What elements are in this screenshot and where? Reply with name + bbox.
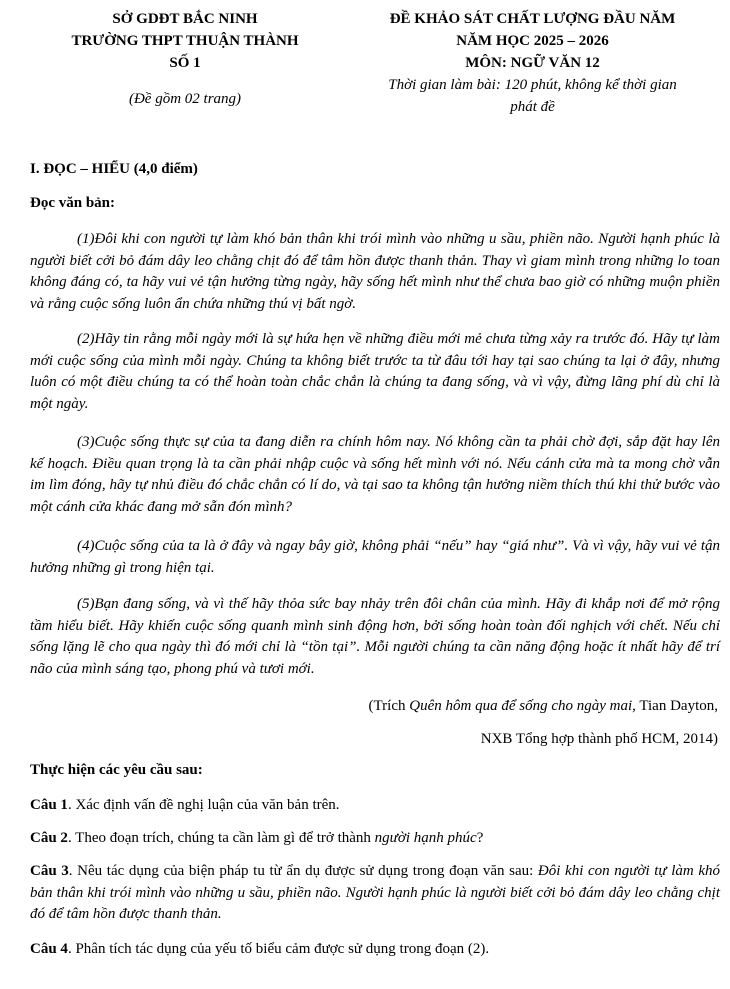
passage-paragraph-2: (2)Hãy tin rằng mỗi ngày mới là sự hứa hẹn về những điều mới mẻ chưa từng xảy ra trước đó. Hãy tự làm mới cuộc sống của mình mỗi ngày. Chúng ta không biết trước ta từ đâu tới hay tại sao chúng ta lại ở đây, nhưng luôn có một điều chúng ta có thể hoàn toàn chắc chắn là chúng ta đang sống, và vì vậy, đừng lãng phí dù chỉ là một ngày. [30,331,720,412]
question-4 [30,939,720,961]
question-text: . Theo đoạn trích, chúng ta cần làm gì để trở thành [67,830,375,846]
question-tail: ? [476,830,484,846]
school-name: TRƯỜNG THPT THUẬN THÀNH [71,33,299,49]
citation-prefix: (Trích [368,698,410,714]
passage-paragraph-4: (4)Cuộc sống của ta là ở đây và ngay bây giờ, không phải “nếu” hay “giá như”. Và vì vậy, hãy vui vẻ tận hưởng những gì trong hiện tại. [30,538,720,576]
question-3 [30,861,720,926]
school-year: NĂM HỌC 2025 – 2026 [456,33,609,49]
exam-title: ĐỀ KHẢO SÁT CHẤT LƯỢNG ĐẦU NĂM [389,11,676,27]
citation-line-2: NXB Tổng hợp thành phố HCM, 2014) [480,731,718,747]
question-text: . Nêu tác dụng của biện pháp tu từ ẩn dụ được sử dụng trong đoạn văn sau: [68,863,538,879]
citation-line-1 [369,696,718,717]
question-label: Câu 2 [30,830,68,846]
passage-paragraph-1: (1)Đôi khi con người tự làm khó bản thân khi trói mình vào những u sầu, phiền não. Người hạnh phúc là người biết cởi bỏ đám dây leo chằng chịt đó để tâm hồn được thanh thản. Thay vì giam mình trong những lo toan không đáng có, ta hãy vui vẻ tận hưởng từng ngày, hãy sống hết mình như thể chưa bao giờ có những muộn phiền và rằng cuộc sống luôn ẩn chứa những thú vị bất ngờ. [30,231,720,312]
tasks-heading: Thực hiện các yêu cầu sau: [30,762,203,778]
section-title: I. ĐỌC – HIỂU (4,0 điểm) [30,161,198,177]
citation-author: , Tian Dayton, [632,698,718,714]
citation-book-title: Quên hôm qua để sống cho ngày mai [409,698,633,714]
passage-paragraph-5: (5)Bạn đang sống, và vì thế hãy thỏa sức bay nhảy trên đôi chân của mình. Hãy đi khắp nơi để mở rộng tầm hiểu biết. Hãy khiến cuộc sống quanh mình sinh động hơn, bởi sống hoàn toàn đối nghịch với chết. Nếu chỉ sống lặng lẽ cho qua ngày thì đó mới chỉ là “tồn tại”. Mỗi người chúng ta cần năng động hoặc ít nhất hãy để trí não của mình sáng tạo, phong phú và tươi mới. [30,596,720,677]
exam-header [345,8,720,118]
question-label: Câu 4 [30,941,68,957]
school-header [30,8,340,110]
department-name: SỞ GDĐT BẮC NINH [112,11,258,27]
time-note-cont: phát đề [510,99,555,115]
subject: MÔN: NGỮ VĂN 12 [465,55,600,71]
question-label: Câu 1 [30,797,68,813]
question-quoted-passage: Đôi khi con người tự làm khó bản thân khi trói mình vào những u sầu, phiền não. Người hạnh phúc là người biết cởi bỏ đám dây leo chằng chịt đó để tâm hồn được thanh thản. [30,863,720,922]
question-text: . Xác định vấn đề nghị luận của văn bản trên. [67,797,340,813]
question-2 [30,828,720,850]
question-text: . Phân tích tác dụng của yếu tố biểu cảm được sử dụng trong đoạn (2). [67,941,490,957]
school-number: SỐ 1 [169,55,201,71]
question-emphasis: người hạnh phúc [374,830,477,846]
question-label: Câu 3 [30,863,69,879]
passage-paragraph-3: (3)Cuộc sống thực sự của ta đang diễn ra chính hôm nay. Nó không cần ta phải chờ đợi, sắp đặt hay lên kế hoạch. Điều quan trọng là ta cần phải nhập cuộc và sống hết mình với nó. Nếu cánh cửa mà ta mong chờ vẫn im lìm đóng, hãy tự nhủ điều đó chắc chắn có lí do, và tại sao ta không tận hưởng niềm thích thú khi thử bước vào một cánh cửa khác đang mở sẵn đón mình? [30,434,720,515]
page-count-note: (Đề gồm 02 trang) [128,91,242,107]
reading-label: Đọc văn bản: [30,195,116,211]
time-note: Thời gian làm bài: 120 phút, không kể thời gian [388,77,677,93]
question-1 [30,795,720,817]
